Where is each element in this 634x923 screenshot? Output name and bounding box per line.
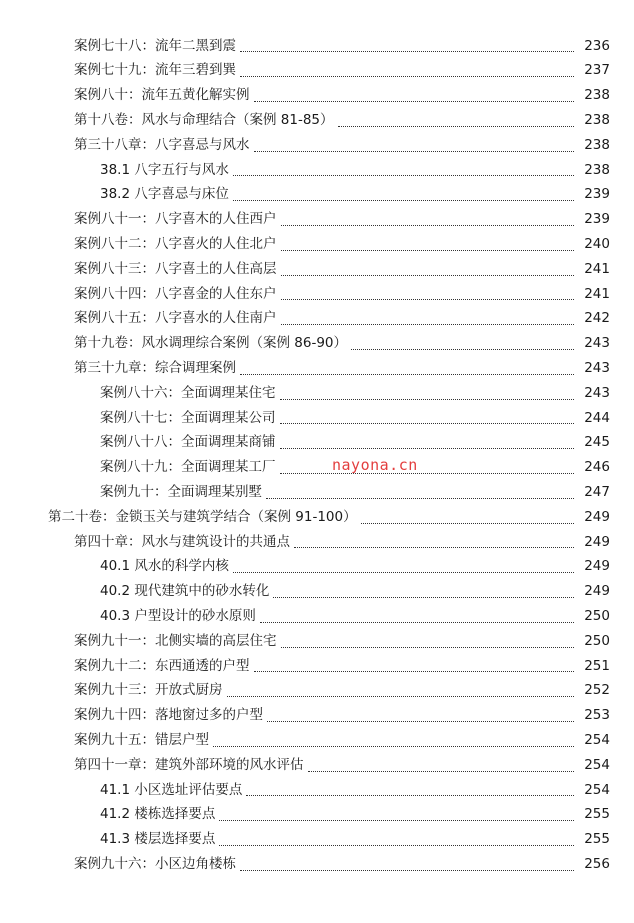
watermark: nayona.cn	[332, 456, 418, 474]
dot-leader	[273, 596, 574, 598]
toc-entry-page: 250	[584, 607, 610, 624]
toc-entry-page: 245	[584, 434, 610, 451]
toc-entry[interactable]	[0, 208, 634, 233]
toc-entry[interactable]	[0, 778, 634, 803]
toc-entry[interactable]	[0, 158, 634, 183]
toc-entry[interactable]	[0, 257, 634, 282]
dot-leader	[219, 819, 574, 821]
toc-entry[interactable]	[0, 629, 634, 654]
toc-entry-page: 253	[584, 707, 610, 724]
dot-leader	[254, 100, 575, 102]
toc-entry-page: 238	[584, 161, 610, 178]
toc-entry-page: 252	[584, 682, 610, 699]
toc-entry[interactable]	[0, 803, 634, 828]
dot-leader	[281, 298, 575, 300]
toc-entry-page: 249	[584, 583, 610, 600]
toc-entry[interactable]	[0, 406, 634, 431]
toc-entry[interactable]	[0, 555, 634, 580]
toc-entry-page: 244	[584, 409, 610, 426]
toc-entry-title: 38.1 八字五行与风水	[100, 161, 229, 178]
toc-entry-title: 案例八十一：八字喜木的人住西户	[74, 211, 277, 228]
toc-entry-page: 251	[584, 657, 610, 674]
toc-entry-title: 第四十一章：建筑外部环境的风水评估	[74, 756, 304, 773]
toc-entry-title: 第十八卷：风水与命理结合（案例 81-85）	[74, 112, 334, 129]
dot-leader	[240, 869, 574, 871]
dot-leader	[240, 50, 574, 52]
toc-entry-title: 案例九十三：开放式厨房	[74, 682, 223, 699]
toc-entry[interactable]	[0, 456, 634, 481]
toc-entry-page: 243	[584, 360, 610, 376]
toc-entry[interactable]	[0, 307, 634, 332]
toc-entry-title: 第二十卷：金锁玉关与建筑学结合（案例 91-100）	[48, 508, 357, 525]
toc-entry[interactable]	[0, 356, 634, 381]
toc-entry[interactable]	[0, 84, 634, 109]
toc-entry-title: 40.2 现代建筑中的砂水转化	[100, 583, 270, 600]
toc-entry[interactable]	[0, 505, 634, 530]
toc-entry-title: 案例八十七：全面调理某公司	[100, 409, 276, 426]
toc-entry[interactable]	[0, 828, 634, 853]
toc-entry[interactable]	[0, 381, 634, 406]
dot-leader	[246, 794, 574, 796]
toc-entry-title: 案例九十六：小区边角楼栋	[74, 855, 236, 872]
toc-entry-page: 255	[584, 831, 610, 848]
dot-leader	[308, 770, 575, 772]
dot-leader	[281, 274, 575, 276]
toc-entry-page: 243	[584, 384, 610, 401]
dot-leader	[266, 497, 574, 499]
dot-leader	[281, 224, 575, 226]
toc-entry-page: 247	[584, 483, 610, 500]
toc-entry-page: 239	[584, 186, 610, 203]
toc-entry-page: 238	[584, 112, 610, 129]
toc-entry-page: 249	[584, 533, 610, 550]
toc-entry[interactable]	[0, 604, 634, 629]
dot-leader	[233, 571, 574, 573]
toc-entry[interactable]	[0, 480, 634, 505]
dot-leader	[227, 695, 575, 697]
toc-entry[interactable]	[0, 728, 634, 753]
toc-entry[interactable]	[0, 431, 634, 456]
toc-entry[interactable]	[0, 753, 634, 778]
dot-leader	[280, 398, 575, 400]
toc-entry-title: 案例八十五：八字喜水的人住南户	[74, 310, 277, 327]
dot-leader	[219, 844, 574, 846]
dot-leader	[361, 522, 574, 524]
toc-entry-page: 249	[584, 508, 610, 525]
toc-entry-title: 案例九十四：落地窗过多的户型	[74, 707, 263, 724]
toc-entry-title: 案例九十五：错层户型	[74, 731, 209, 748]
toc-entry[interactable]	[0, 108, 634, 133]
toc-entry-title: 案例七十九：流年三碧到巽	[74, 62, 236, 79]
toc-entry-title: 案例八十九：全面调理某工厂	[100, 459, 276, 476]
toc-entry[interactable]	[0, 332, 634, 357]
dot-leader	[213, 745, 574, 747]
toc-entry[interactable]	[0, 530, 634, 555]
toc-entry-title: 案例八十四：八字喜金的人住东户	[74, 285, 277, 302]
dot-leader	[254, 150, 575, 152]
toc-entry-page: 255	[584, 806, 610, 823]
toc-entry-page: 238	[584, 87, 610, 104]
toc-entry[interactable]	[0, 654, 634, 679]
dot-leader	[233, 174, 574, 176]
toc-entry-title: 案例八十：流年五黄化解实例	[74, 87, 250, 104]
dot-leader	[240, 75, 574, 77]
toc-entry-page: 254	[584, 731, 610, 748]
toc-entry-title: 第十九卷：风水调理综合案例（案例 86-90）	[74, 335, 348, 352]
toc-entry[interactable]	[0, 704, 634, 729]
toc-entry-page: 236	[584, 37, 610, 54]
dot-leader	[280, 447, 575, 449]
toc-entry-page: 243	[584, 335, 610, 352]
dot-leader	[240, 373, 574, 375]
toc-entry-page: 256	[584, 855, 610, 872]
toc-entry-title: 38.2 八字喜忌与床位	[100, 186, 229, 203]
toc-entry-title: 案例八十六：全面调理某住宅	[100, 384, 276, 401]
toc-entry[interactable]	[0, 282, 634, 307]
toc-entry[interactable]	[0, 183, 634, 208]
toc-entry-title: 40.1 风水的科学内核	[100, 558, 229, 575]
toc-entry-page: 241	[584, 260, 610, 277]
toc-entry-title: 案例九十二：东西通透的户型	[74, 657, 250, 674]
dot-leader	[294, 546, 574, 548]
toc-entry-page: 239	[584, 211, 610, 228]
toc-entry[interactable]	[0, 679, 634, 704]
dot-leader	[281, 249, 575, 251]
toc-entry-page: 250	[584, 632, 610, 649]
toc-entry-page: 240	[584, 236, 610, 253]
toc-entry-title: 案例七十八：流年二黑到震	[74, 37, 236, 54]
toc-entry-page: 237	[584, 62, 610, 79]
toc-entry-title: 案例九十：全面调理某别墅	[100, 483, 262, 500]
toc-entry[interactable]	[0, 580, 634, 605]
dot-leader	[233, 199, 574, 201]
toc-entry-title: 41.1 小区选址评估要点	[100, 781, 243, 798]
toc-entry-page: 254	[584, 756, 610, 773]
toc-entry-title: 41.3 楼层选择要点	[100, 831, 216, 848]
dot-leader	[280, 472, 575, 474]
toc-entry[interactable]	[0, 59, 634, 84]
toc-entry-title: 案例八十三：八字喜土的人住高层	[74, 260, 277, 277]
toc-entry-page: 242	[584, 310, 610, 327]
dot-leader	[254, 670, 575, 672]
toc-entry-title: 案例九十一：北侧实墙的高层住宅	[74, 632, 277, 649]
toc-entry-page: 254	[584, 781, 610, 798]
toc-entry-page: 241	[584, 285, 610, 302]
toc-entry-title: 第三十九章：综合调理案例	[74, 360, 236, 376]
table-of-contents	[0, 34, 634, 877]
toc-entry-title: 案例八十二：八字喜火的人住北户	[74, 236, 277, 253]
dot-leader	[260, 621, 574, 623]
toc-entry[interactable]	[0, 852, 634, 877]
toc-entry[interactable]	[0, 133, 634, 158]
toc-entry[interactable]	[0, 232, 634, 257]
toc-entry-title: 第四十章：风水与建筑设计的共通点	[74, 533, 290, 550]
dot-leader	[351, 348, 574, 350]
toc-entry[interactable]	[0, 34, 634, 59]
toc-entry-title: 案例八十八：全面调理某商铺	[100, 434, 276, 451]
dot-leader	[281, 646, 575, 648]
dot-leader	[267, 720, 574, 722]
toc-entry-title: 40.3 户型设计的砂水原则	[100, 607, 256, 624]
dot-leader	[280, 422, 575, 424]
dot-leader	[281, 323, 575, 325]
toc-entry-page: 249	[584, 558, 610, 575]
toc-entry-page: 246	[584, 459, 610, 476]
toc-entry-title: 41.2 楼栋选择要点	[100, 806, 216, 823]
toc-entry-page: 238	[584, 136, 610, 153]
dot-leader	[338, 125, 574, 127]
toc-entry-title: 第三十八章：八字喜忌与风水	[74, 136, 250, 153]
